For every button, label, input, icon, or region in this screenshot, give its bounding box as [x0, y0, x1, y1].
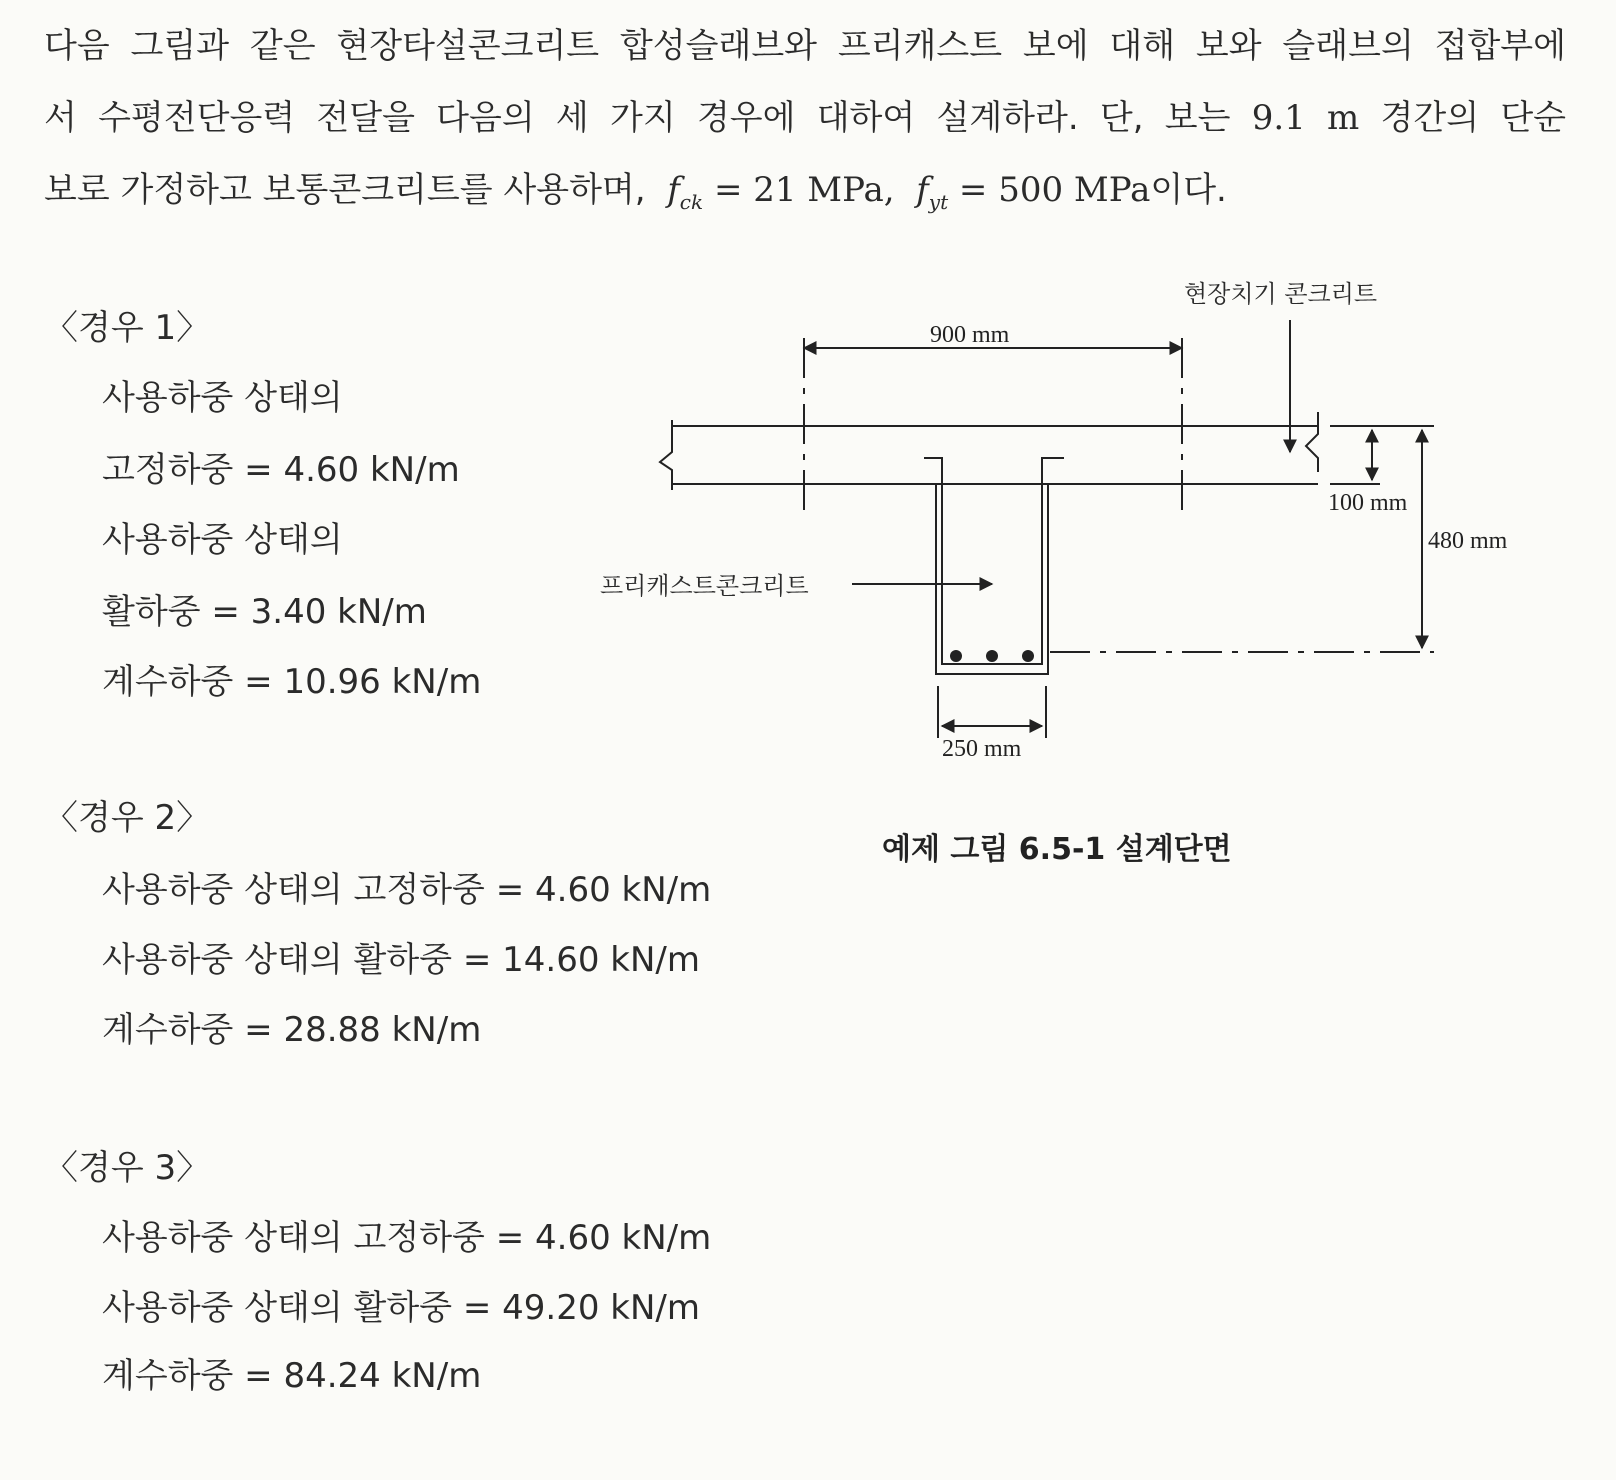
problem-line-3-start: 보로 가정하고 보통콘크리트를 사용하며,	[44, 170, 646, 210]
span-length: 9.1 m	[1251, 98, 1360, 138]
dim-text-100: 100 mm	[1328, 490, 1408, 516]
problem-line-2-start: 서 수평전단응력 전달을 다음의 세 가지 경우에 대하여 설계하라. 단, 보는	[44, 98, 1231, 138]
case-2-row: 사용하중 상태의 고정하중 = 4.60 kN/m	[102, 870, 712, 910]
rebar	[950, 650, 962, 662]
problem-line-3	[44, 154, 1566, 226]
problem-line-2	[44, 82, 1566, 154]
slab-left-break	[660, 420, 672, 490]
fck-value: = 21 MPa,	[713, 170, 895, 210]
rebar	[1022, 650, 1034, 662]
label-precast: 프리캐스트콘크리트	[600, 572, 809, 600]
problem-statement	[44, 10, 1566, 226]
case-3-row: 사용하중 상태의 고정하중 = 4.60 kN/m	[102, 1218, 712, 1258]
dim-text-250: 250 mm	[942, 736, 1022, 762]
figure-caption: 예제 그림 6.5-1 설계단면	[882, 832, 1232, 867]
case-1-row: 사용하중 상태의	[102, 520, 343, 560]
case-3-row: 사용하중 상태의 활하중 = 49.20 kN/m	[102, 1288, 700, 1328]
problem-line-3-end: 이다.	[1150, 170, 1227, 210]
fyt-symbol: f	[916, 170, 929, 210]
case-1-row: 활하중 = 3.40 kN/m	[102, 592, 427, 632]
fck-subscript: ck	[679, 190, 704, 214]
case-1-row: 계수하중 = 10.96 kN/m	[102, 662, 482, 702]
case-1-row: 사용하중 상태의	[102, 378, 343, 418]
problem-line-2-end: 경간의 단순	[1380, 98, 1567, 138]
case-3-title: 〈경우 3〉	[44, 1148, 211, 1188]
case-3-row: 계수하중 = 84.24 kN/m	[102, 1356, 482, 1396]
case-2-row: 사용하중 상태의 활하중 = 14.60 kN/m	[102, 940, 700, 980]
dim-text-900: 900 mm	[930, 322, 1010, 348]
case-2-row: 계수하중 = 28.88 kN/m	[102, 1010, 482, 1050]
dim-text-480: 480 mm	[1428, 528, 1508, 554]
fyt-subscript: yt	[928, 190, 949, 214]
cross-section-diagram	[590, 262, 1590, 782]
fyt-value: = 500 MPa	[958, 170, 1151, 210]
case-2-title: 〈경우 2〉	[44, 798, 211, 838]
slab-right-break	[1306, 412, 1318, 472]
web-outline	[936, 484, 1048, 674]
problem-line-1: 다음 그림과 같은 현장타설콘크리트 합성슬래브와 프리캐스트 보에 대해 보와 슬래브의 접합부에	[44, 26, 1566, 66]
label-cast-in-place: 현장치기 콘크리트	[1184, 280, 1378, 308]
fck-symbol: f	[667, 170, 680, 210]
case-1-title: 〈경우 1〉	[44, 308, 211, 348]
stirrup	[924, 458, 1064, 664]
rebar	[986, 650, 998, 662]
case-1-row: 고정하중 = 4.60 kN/m	[102, 450, 460, 490]
